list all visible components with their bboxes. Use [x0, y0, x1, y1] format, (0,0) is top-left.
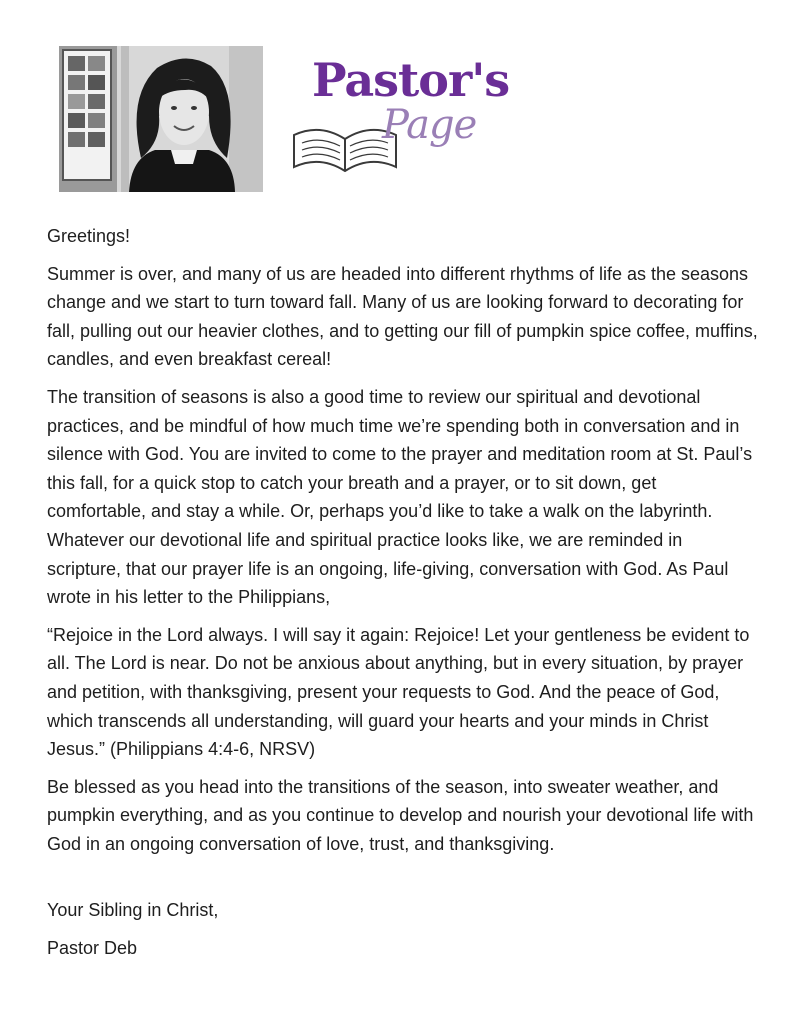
- paragraph-blessing: Be blessed as you head into the transitions of the season, into sweater weather, and pumpkin everything, and as you continue to develop and nourish your devotional life with God in an ongoing conversation of love, trust, and thanksgiving.: [47, 776, 754, 854]
- logo-title-page: Page: [382, 102, 477, 148]
- paragraph-summer: Summer is over, and many of us are headed into different rhythms of life as the seasons change and we start to turn toward fall. Many of us are looking forward to decorating for fall, pulling out our heavier clothes, and to getting our fill of pumpkin spice coffee, muffins, candles, and even breakfast cereal!: [47, 263, 758, 370]
- closing: Your Sibling in Christ,: [47, 900, 219, 921]
- signature: Pastor Deb: [47, 938, 138, 959]
- paragraph-transition: The transition of seasons is also a good time to review our spiritual and devotional practices, and be mindful of how much time we’re spending both in conversation and in silence with God. You are invited to come to the prayer and meditation room at St. Paul’s this fall, for a quick stop to catch your breath and a prayer, or to sit down, get comfortable, and stay a while. Or, perhaps you’d like to take a walk on the labyrinth. Whatever our devotional life and spiritual practice looks like, we are reminded in scripture, that our prayer life is an ongoing, life-giving, conversation with God. As Paul wrote in his letter to the Philippians,: [47, 386, 753, 608]
- greeting: Greetings!: [47, 226, 131, 246]
- scripture-quote: “Rejoice in the Lord always. I will say it again: Rejoice! Let your gentleness be evident to all. The Lord is near. Do not be anxious about anything, but in every situation, by prayer and petition, with thanksgiving, present your requests to God. And the peace of God, which transcends all understanding, will guard your hearts and your minds in Christ Jesus.” (Philippians 4:4-6, NRSV): [47, 624, 750, 760]
- letter-body: [47, 222, 759, 972]
- pastor-portrait-illustration: [59, 46, 263, 192]
- pastors-page-logo: [290, 53, 510, 175]
- logo-title-pastors: Pastor's: [312, 53, 510, 107]
- pastor-photo: [59, 46, 263, 192]
